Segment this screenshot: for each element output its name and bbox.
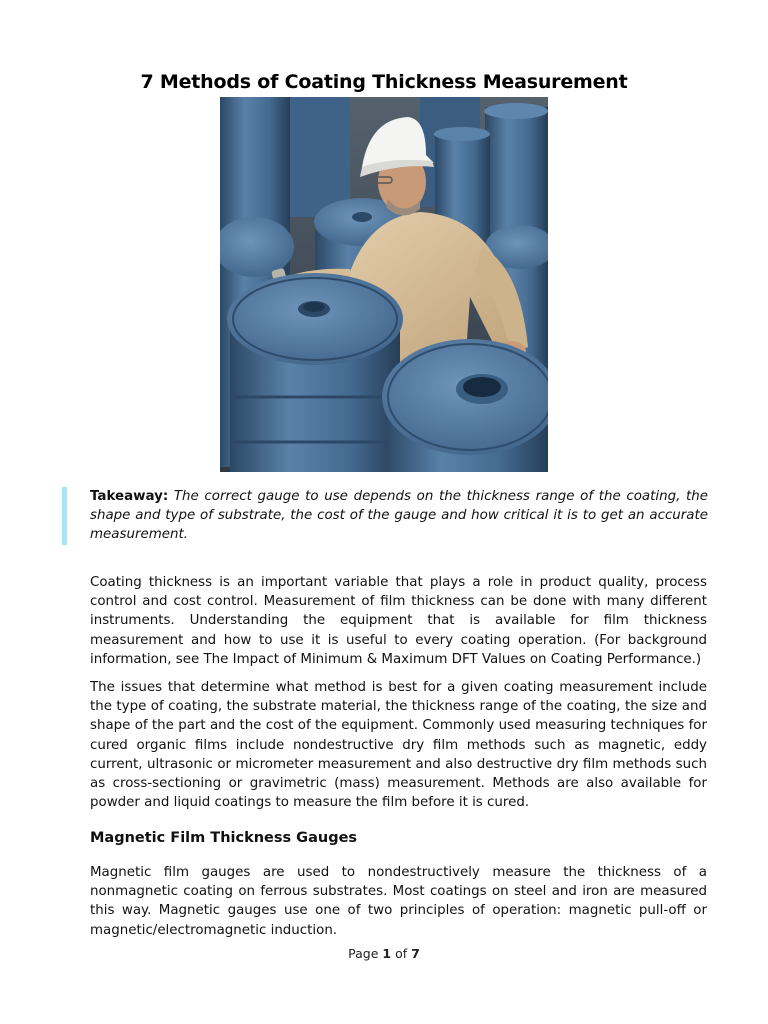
page-of: of	[395, 946, 408, 961]
takeaway-text	[90, 487, 708, 544]
intro-paragraph: Coating thickness is an important variable that plays a role in product quality, process control and cost control. Measurement of film thickness can be done with many different instruments. Understanding the equipment that is available for film thickness measurement and how to use it is useful to every coating operation. (For background information, see The Impact of Minimum & Maximum DFT Values on Coating Performance.)	[90, 575, 707, 667]
takeaway-label: Takeaway:	[90, 489, 169, 504]
methods-paragraph: The issues that determine what method is best for a given coating measurement include the type of coating, the substrate material, the thickness range of the coating, the size and shape of the part and the cost of the equipment. Commonly used measuring techniques for cured organic films include nondestructive dry film methods such as magnetic, eddy current, ultrasonic or micrometer measurement and also destructive dry film methods such as cross-sectioning or gravimetric (mass) measurement. Methods are also available for powder and liquid coatings to measure the film before it is cured.	[90, 680, 707, 811]
page-current: 1	[382, 946, 392, 961]
page-total: 7	[411, 946, 420, 961]
page-label: Page	[348, 946, 379, 961]
hero-photo	[220, 97, 548, 472]
section-heading: Magnetic Film Thickness Gauges	[90, 830, 358, 846]
page-number	[0, 946, 768, 961]
takeaway-callout	[62, 487, 708, 544]
takeaway-accent-bar	[62, 487, 67, 545]
section-paragraph: Magnetic film gauges are used to nondestructively measure the thickness of a nonmagnetic coating on ferrous substrates. Most coatings on steel and iron are measured this way. Magnetic gauges use one of two principles of operation: magnetic pull-off or magnetic/electromagnetic induction.	[90, 865, 707, 938]
page-title: 7 Methods of Coating Thickness Measurement	[140, 70, 628, 93]
takeaway-body: The correct gauge to use depends on the thickness range of the coating, the shape and type of substrate, the cost of the gauge and how critical it is to get an accurate measurement.	[90, 489, 708, 542]
